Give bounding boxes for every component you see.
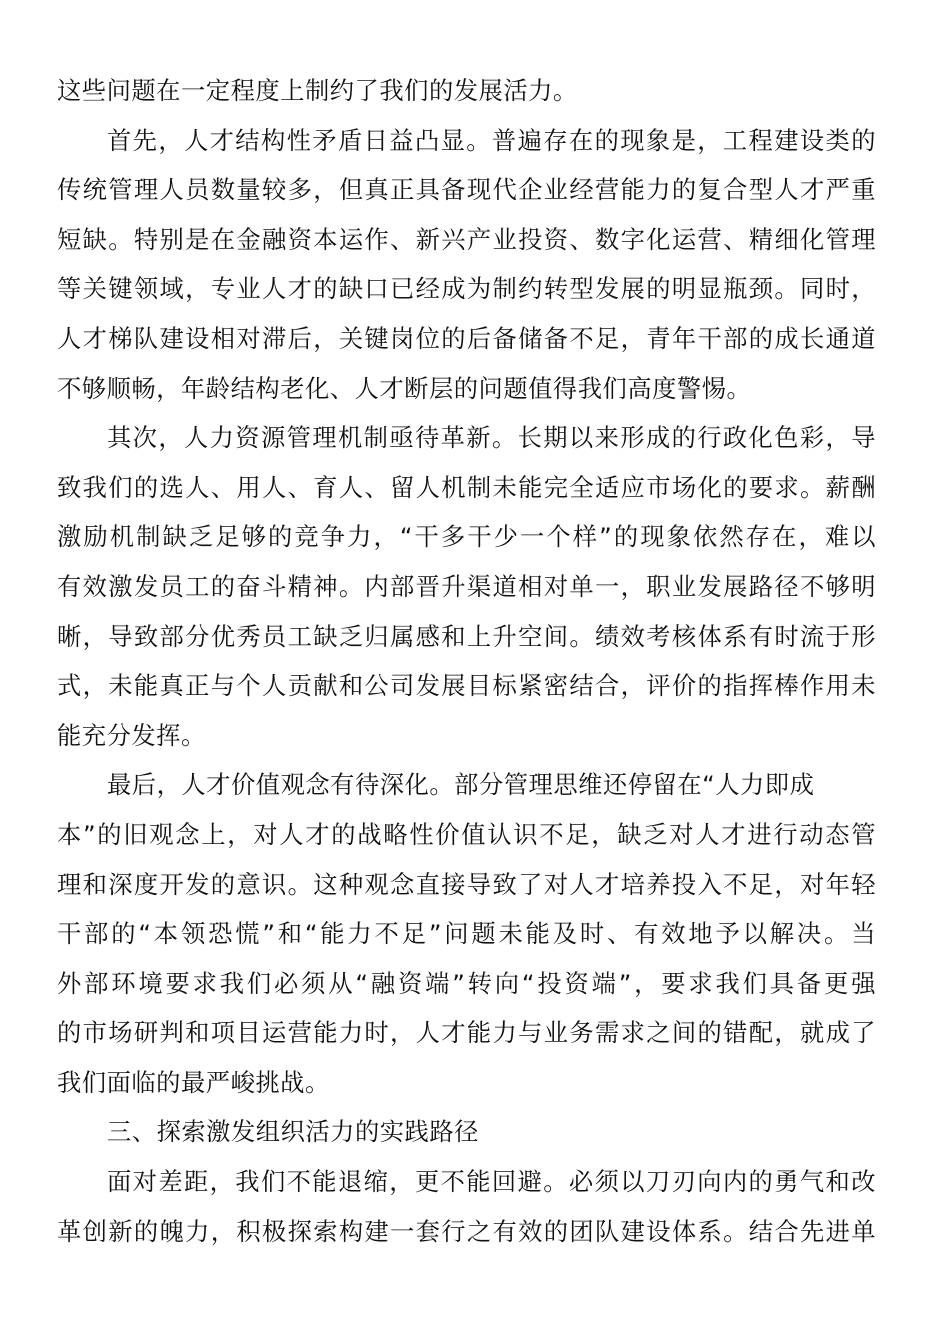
text-line: 理和深度开发的意识。这种观念直接导致了对人才培养投入不足，对年轻: [57, 869, 876, 899]
text-line: 外部环境要求我们必须从“融资端”转向“投资端”，要求我们具备更强: [57, 968, 876, 998]
text-line: 晰，导致部分优秀员工缺乏归属感和上升空间。绩效考核体系有时流于形: [57, 621, 876, 651]
paragraph-continuation: [57, 66, 876, 116]
text-line: 干部的“本领恐慌”和“能力不足”问题未能及时、有效地予以解决。当: [57, 919, 876, 949]
text-line: 革创新的魄力，积极探索构建一套行之有效的团队建设体系。结合先进单: [57, 1216, 876, 1246]
text-line: 本”的旧观念上，对人才的战略性价值认识不足，缺乏对人才进行动态管: [57, 819, 876, 849]
text-line: 传统管理人员数量较多，但真正具备现代企业经营能力的复合型人才严重: [57, 175, 876, 205]
document-page: [57, 66, 876, 1256]
text-line: 能充分发挥。: [57, 720, 206, 750]
text-line: 这些问题在一定程度上制约了我们的发展活力。: [57, 76, 578, 105]
text-line: 有效激发员工的奋斗精神。内部晋升渠道相对单一，职业发展路径不够明: [57, 571, 876, 601]
paragraph-hr-mechanism: [57, 413, 876, 760]
text-line: 面对差距，我们不能退缩，更不能回避。必须以刀刃向内的勇气和改: [107, 1167, 876, 1197]
text-line: 我们面临的最严峻挑战。: [57, 1067, 330, 1097]
text-line: 等关键领域，专业人才的缺口已经成为制约转型发展的明显瓶颈。同时，: [57, 274, 876, 304]
paragraph-talent-structure: [57, 116, 876, 414]
text-line: 人才梯队建设相对滞后，关键岗位的后备储备不足，青年干部的成长通道: [57, 323, 876, 353]
paragraph-practice-path: [57, 1157, 876, 1256]
section-heading: [57, 1107, 876, 1157]
heading-text: 三、探索激发组织活力的实践路径: [107, 1117, 479, 1147]
text-line: 其次，人力资源管理机制亟待革新。长期以来形成的行政化色彩，导: [107, 423, 876, 453]
text-line: 式，未能真正与个人贡献和公司发展目标紧密结合，评价的指挥棒作用未: [57, 671, 876, 701]
text-line: 不够顺畅，年龄结构老化、人才断层的问题值得我们高度警惕。: [57, 373, 752, 403]
text-line: 最后，人才价值观念有待深化。部分管理思维还停留在“人力即成: [107, 770, 815, 800]
text-line: 的市场研判和项目运营能力时，人才能力与业务需求之间的错配，就成了: [57, 1018, 876, 1048]
text-line: 短缺。特别是在金融资本运作、新兴产业投资、数字化运营、精细化管理: [57, 224, 876, 254]
text-line: 致我们的选人、用人、育人、留人机制未能完全适应市场化的要求。薪酬: [57, 472, 876, 502]
text-line: 激励机制缺乏足够的竞争力，“干多干少一个样”的现象依然存在，难以: [57, 522, 876, 552]
paragraph-talent-values: [57, 760, 876, 1107]
text-line: 首先，人才结构性矛盾日益凸显。普遍存在的现象是，工程建设类的: [107, 125, 876, 155]
